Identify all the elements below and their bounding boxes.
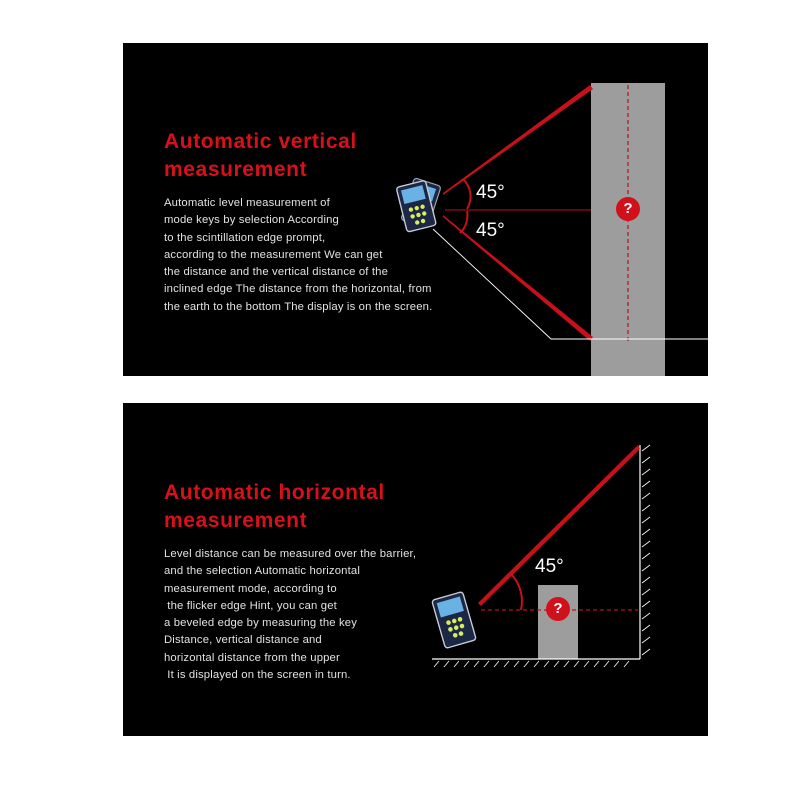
unknown-height-badge: ? bbox=[546, 597, 570, 621]
laser-beam bbox=[478, 445, 640, 606]
angle-arc bbox=[512, 575, 522, 610]
vertical-measurement-panel bbox=[123, 43, 708, 376]
panel-title: Automatic horizontal measurement bbox=[164, 481, 385, 532]
unknown-height-badge: ? bbox=[616, 197, 640, 221]
laser-device bbox=[432, 592, 477, 649]
angle-label: 45° bbox=[535, 556, 564, 577]
upper-laser-beam bbox=[443, 85, 593, 195]
panel-title: Automatic vertical measurement bbox=[164, 130, 357, 181]
upper-angle-label: 45° bbox=[476, 182, 505, 203]
wall-hatch bbox=[642, 445, 650, 655]
lower-angle-arc bbox=[460, 211, 467, 233]
ground-hatch bbox=[434, 661, 629, 667]
horizontal-measurement-panel bbox=[123, 403, 708, 736]
lower-laser-beam bbox=[443, 215, 593, 341]
upper-angle-arc bbox=[463, 179, 471, 209]
panel-description: Level distance can be measured over the barrier, and the selection Automatic horizontal measurement mode, according to the flicker edge Hint, you can get a beveled edge by measuring the key Distance, vertical distance and horizontal distance from the upper It is displayed on the screen in turn. bbox=[164, 548, 417, 682]
panel-description: Automatic level measurement of mode keys by selection According to the scintillation edge prompt, according to the measurement We can get the distance and the vertical distance of the inclined edge The distance from the horizontal, from the earth to the bottom The display is on the screen. bbox=[164, 197, 433, 313]
lower-angle-label: 45° bbox=[476, 220, 505, 241]
